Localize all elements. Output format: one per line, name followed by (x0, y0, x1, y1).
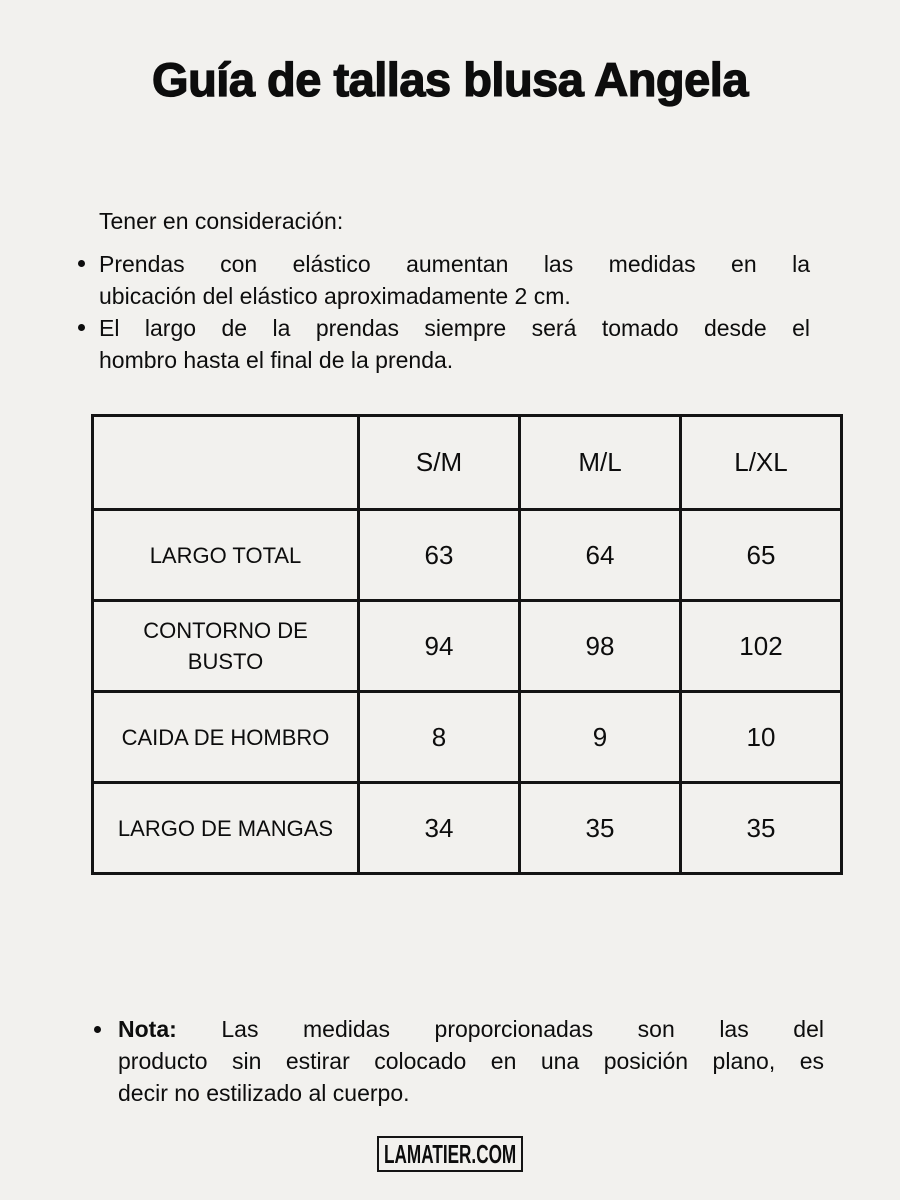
measurement-value: 102 (739, 630, 783, 661)
table-row (93, 783, 842, 874)
note-line (118, 1013, 824, 1045)
measurement-value: 35 (746, 812, 776, 843)
brand-text: LAMATIER.COM (383, 1138, 517, 1169)
consideration-line: El largo de la prendas siempre será tomado desde el (99, 315, 810, 341)
measurement-label: LARGO TOTAL (149, 542, 302, 568)
size-table (91, 414, 843, 875)
size-column-header: L/XL (681, 416, 842, 510)
list-item (99, 312, 810, 376)
bullet-icon (94, 1026, 101, 1033)
measurement-label: CAIDA DE HOMBRO (121, 724, 330, 750)
table-row (93, 692, 842, 783)
measurement-value: 10 (746, 721, 776, 752)
measurement-label: LARGO DE MANGAS (117, 815, 334, 841)
table-row (93, 601, 842, 692)
list-item (99, 248, 810, 312)
bullet-icon (78, 324, 85, 331)
table-header-row (93, 416, 842, 510)
measurement-value: 64 (585, 539, 615, 570)
consideration-line: hombro hasta el final de la prenda. (99, 347, 454, 373)
note-line: decir no estilizado al cuerpo. (118, 1080, 410, 1106)
note-label: Nota: (118, 1016, 177, 1042)
measurement-value: 35 (585, 812, 615, 843)
note-section (118, 1013, 824, 1109)
measurement-label: CONTORNO DE BUSTO (143, 618, 308, 674)
note-line-text: Las medidas proporcionadas son las del (221, 1016, 824, 1042)
measurement-value: 65 (746, 539, 776, 570)
measurement-value: 34 (424, 812, 454, 843)
considerations-heading: Tener en consideración: (99, 208, 344, 234)
measurement-value: 8 (431, 721, 447, 752)
considerations-section (99, 205, 810, 376)
consideration-line: ubicación del elástico aproximadamente 2 cm. (99, 283, 571, 309)
page-title: Guía de tallas blusa Angela (152, 53, 748, 106)
measurement-value: 94 (424, 630, 454, 661)
brand-badge (377, 1136, 523, 1172)
size-column-header: S/M (359, 416, 520, 510)
note-line: producto sin estirar colocado en una posición plano, es (118, 1048, 824, 1074)
bullet-icon (78, 260, 85, 267)
measurement-value: 98 (585, 630, 615, 661)
table-corner-cell (93, 416, 359, 510)
measurement-value: 63 (424, 539, 454, 570)
size-column-header: M/L (520, 416, 681, 510)
consideration-line: Prendas con elástico aumentan las medidas en la (99, 251, 810, 277)
table-row (93, 510, 842, 601)
measurement-value: 9 (592, 721, 608, 752)
